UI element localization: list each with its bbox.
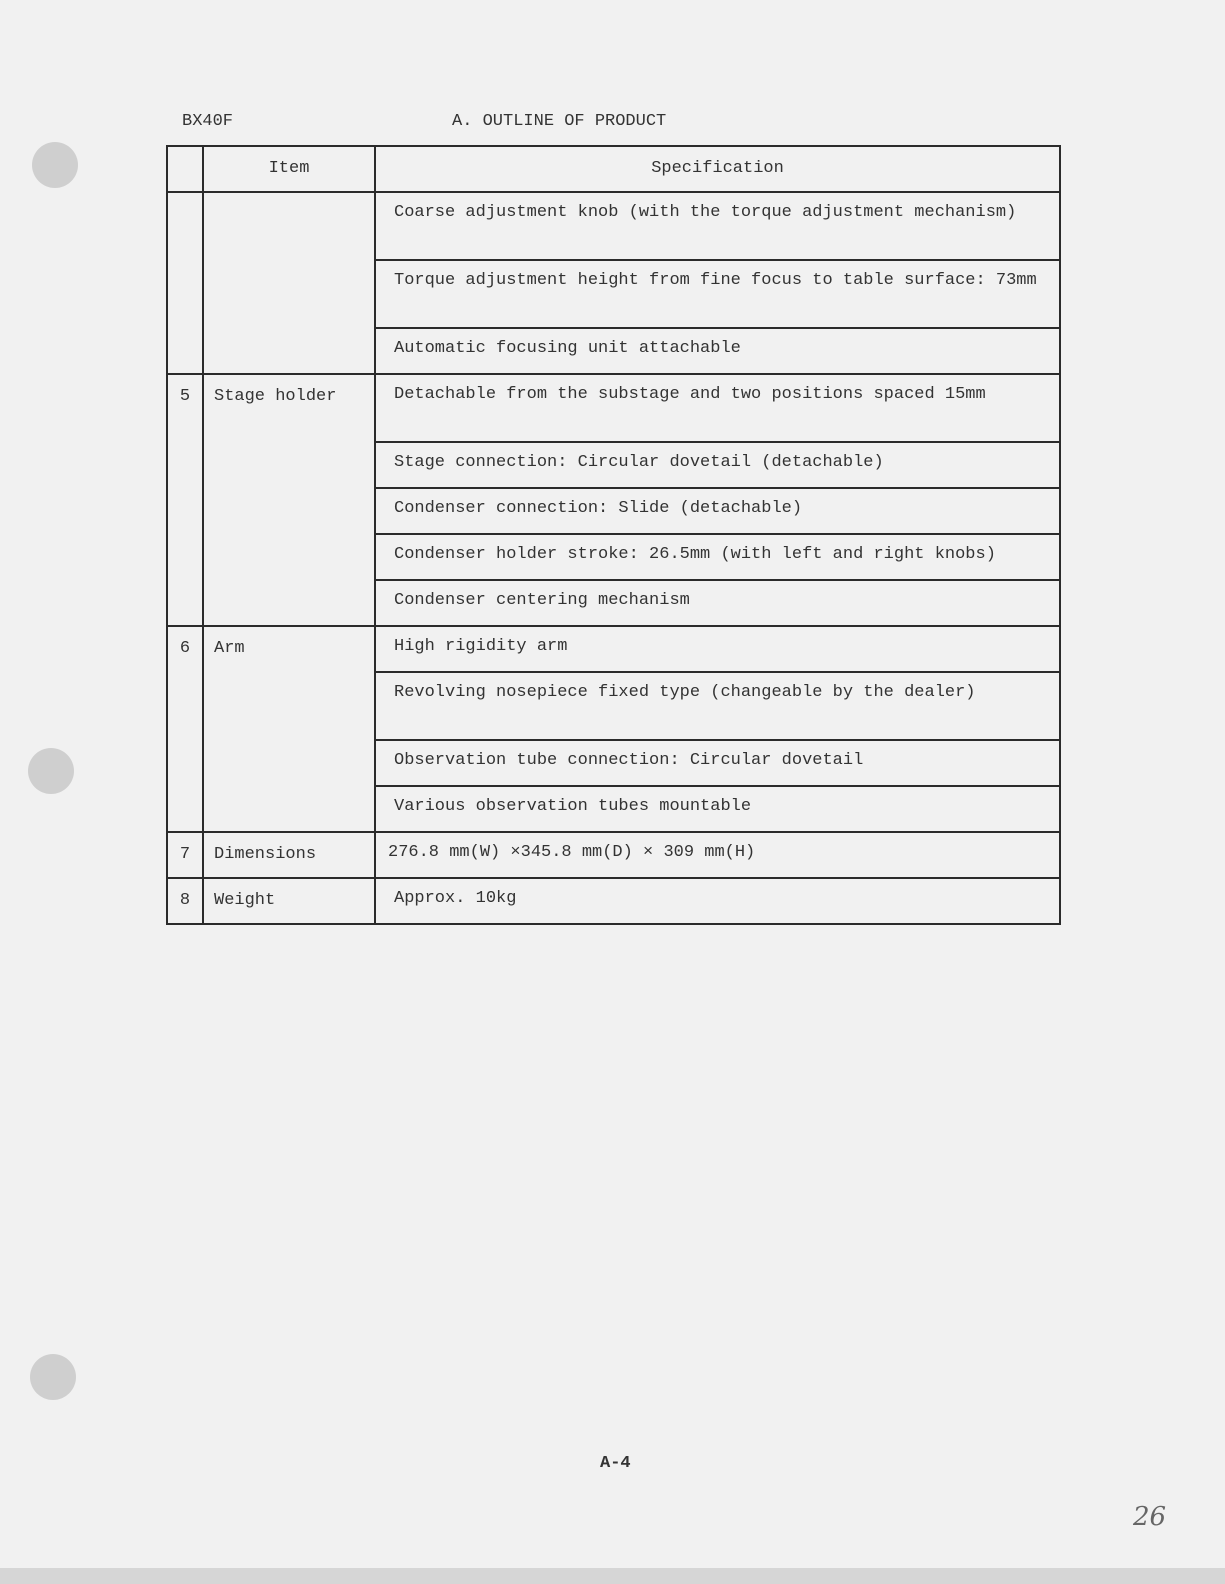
- spec-cell: Revolving nosepiece fixed type (changeable by the dealer): [375, 672, 1060, 740]
- header-num: [167, 146, 203, 192]
- row-number: 5: [167, 374, 203, 626]
- row-number: 6: [167, 626, 203, 832]
- spec-cell: Various observation tubes mountable: [375, 786, 1060, 832]
- spec-cell: Detachable from the substage and two positions spaced 15mm: [375, 374, 1060, 442]
- table-row: [167, 878, 1060, 924]
- spec-cell: Approx. 10kg: [375, 878, 1060, 924]
- table-row: [167, 832, 1060, 878]
- spec-cell: Condenser centering mechanism: [375, 580, 1060, 626]
- section-title: A. OUTLINE OF PRODUCT: [452, 112, 667, 131]
- table-row: [167, 374, 1060, 442]
- spec-cell: High rigidity arm: [375, 626, 1060, 672]
- spec-cell: Condenser connection: Slide (detachable): [375, 488, 1060, 534]
- spec-cell: Condenser holder stroke: 26.5mm (with left and right knobs): [375, 534, 1060, 580]
- spec-cell: Stage connection: Circular dovetail (detachable): [375, 442, 1060, 488]
- spec-cell: Observation tube connection: Circular dovetail: [375, 740, 1060, 786]
- row-item: Weight: [203, 878, 375, 924]
- handwritten-page-note: 26: [1133, 1502, 1167, 1532]
- row-item: Dimensions: [203, 832, 375, 878]
- row-item: Arm: [203, 626, 375, 832]
- table-row: [167, 626, 1060, 672]
- spec-cell: Automatic focusing unit attachable: [375, 328, 1060, 374]
- row-item: [203, 192, 375, 374]
- spec-cell: Torque adjustment height from fine focus to table surface: 73mm: [375, 260, 1060, 328]
- page-number: A-4: [600, 1454, 631, 1473]
- row-item: Stage holder: [203, 374, 375, 626]
- row-number: 7: [167, 832, 203, 878]
- header-specification: Specification: [375, 146, 1060, 192]
- model-label: BX40F: [182, 112, 234, 131]
- scan-bottom-edge: [0, 1568, 1225, 1584]
- table-row: [167, 192, 1060, 260]
- binder-hole-middle: [28, 748, 74, 794]
- row-number: [167, 192, 203, 374]
- specification-table: [166, 145, 1061, 925]
- spec-cell: Coarse adjustment knob (with the torque adjustment mechanism): [375, 192, 1060, 260]
- row-number: 8: [167, 878, 203, 924]
- binder-hole-top: [32, 142, 78, 188]
- header-item: Item: [203, 146, 375, 192]
- spec-cell: 276.8 mm(W) ×345.8 mm(D) × 309 mm(H): [375, 832, 1060, 878]
- table-header-row: [167, 146, 1060, 192]
- binder-hole-bottom: [30, 1354, 76, 1400]
